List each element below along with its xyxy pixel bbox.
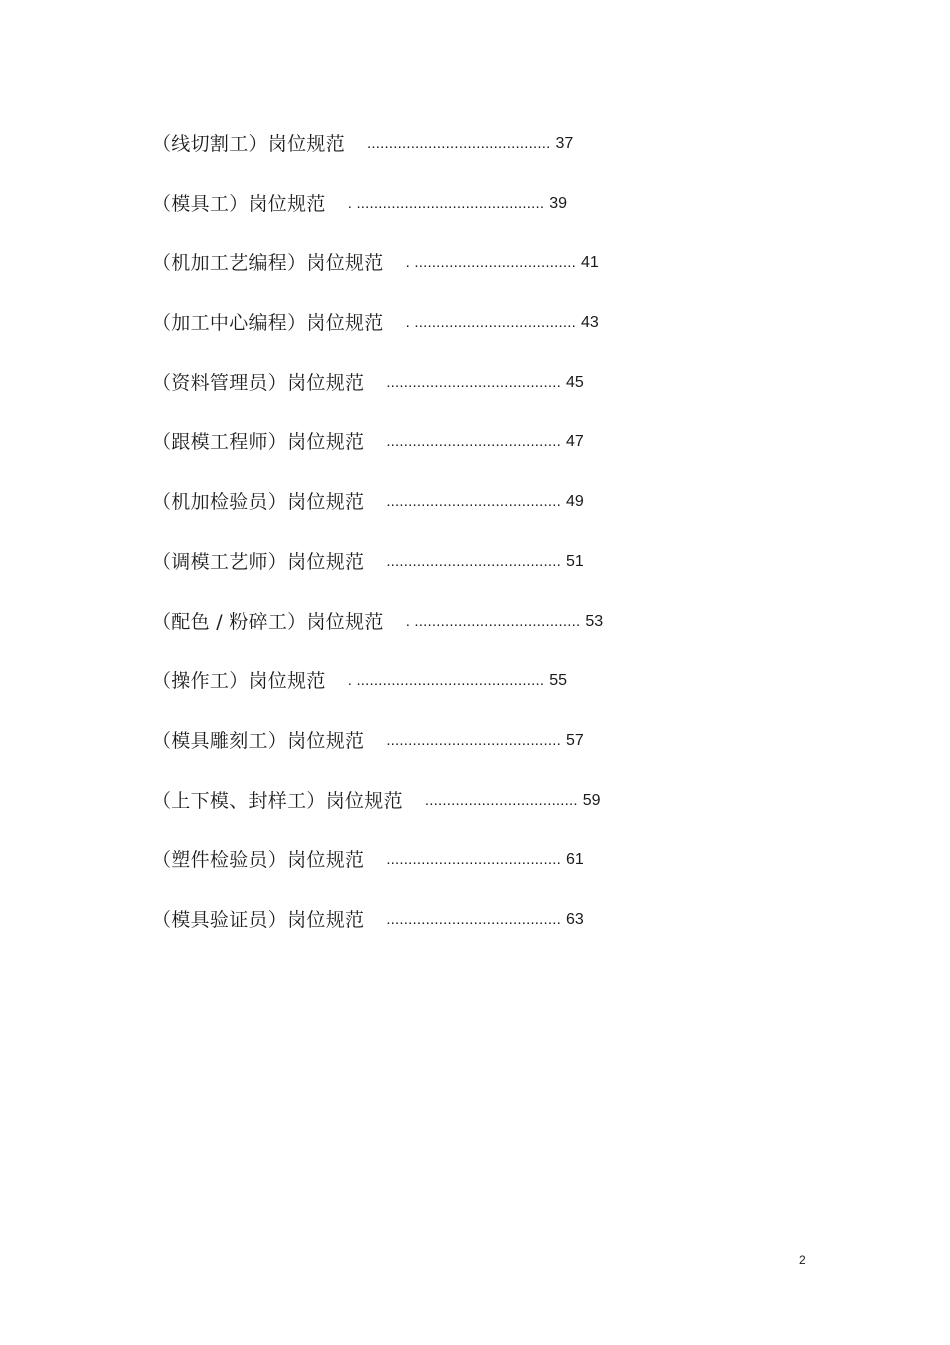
toc-entry-page: 61 — [566, 851, 584, 869]
toc-entry[interactable] — [152, 904, 672, 964]
toc-entry[interactable] — [152, 307, 672, 367]
toc-entry-page: 37 — [555, 135, 574, 152]
toc-entry-title: （机加检验员）岗位规范 — [152, 491, 365, 514]
toc-entry[interactable] — [152, 546, 672, 606]
toc-entry-leader: ........................................ — [386, 493, 562, 511]
toc-entry[interactable] — [152, 426, 672, 486]
toc-entry[interactable] — [152, 486, 672, 546]
toc-entry-leader: . ........................................... — [347, 672, 545, 690]
toc-entry[interactable] — [152, 128, 672, 188]
toc-entry-leader: . ........................................... — [347, 194, 545, 212]
toc-entry-title: （塑件检验员）岗位规范 — [152, 849, 365, 872]
toc-entry-page: 39 — [549, 194, 568, 212]
toc-entry-leader: ................................... — [424, 791, 578, 809]
toc-entry[interactable] — [152, 785, 672, 845]
toc-entry-page: 59 — [582, 791, 601, 809]
page-number: 2 — [799, 1253, 806, 1267]
toc-entry-leader: ........................................ — [386, 552, 562, 570]
toc-entry-title: （线切割工）岗位规范 — [152, 133, 346, 155]
table-of-contents — [152, 128, 672, 964]
toc-entry-title: （跟模工程师）岗位规范 — [152, 431, 365, 454]
toc-entry[interactable] — [152, 247, 672, 307]
toc-entry-leader: ........................................ — [386, 433, 562, 451]
toc-entry[interactable] — [152, 725, 672, 785]
toc-entry-leader: ........................................ — [386, 851, 562, 869]
toc-entry-leader: ........................................ — [386, 910, 562, 928]
toc-entry-title: （调模工艺师）岗位规范 — [152, 550, 365, 573]
toc-entry-page: 41 — [580, 254, 599, 272]
toc-entry-title: （资料管理员）岗位规范 — [152, 371, 365, 394]
toc-entry-page: 43 — [580, 314, 599, 332]
toc-entry-title: （上下模、封样工）岗位规范 — [152, 789, 403, 812]
toc-entry-leader: . ...................................... — [405, 612, 581, 630]
toc-entry[interactable] — [152, 844, 672, 904]
toc-entry-leader: ........................................ — [386, 731, 562, 749]
toc-entry[interactable] — [152, 188, 672, 248]
toc-entry-title: （操作工）岗位规范 — [152, 670, 326, 693]
toc-entry-title: （配色 / 粉碎工）岗位规范 — [152, 610, 384, 633]
toc-entry-leader: ........................................ — [386, 373, 562, 391]
toc-entry-title: （模具工）岗位规范 — [152, 192, 326, 215]
toc-entry-leader: .......................................... — [367, 135, 551, 152]
toc-entry-page: 45 — [566, 373, 584, 391]
toc-entry-page: 53 — [585, 612, 604, 630]
toc-entry[interactable] — [152, 665, 672, 725]
toc-entry-title: （模具验证员）岗位规范 — [152, 908, 365, 931]
toc-entry-page: 49 — [566, 493, 584, 511]
toc-entry-title: （模具雕刻工）岗位规范 — [152, 729, 365, 752]
toc-entry[interactable] — [152, 606, 672, 666]
toc-entry-page: 57 — [566, 731, 584, 749]
toc-entry-page: 63 — [566, 910, 584, 928]
toc-entry-page: 51 — [566, 552, 584, 570]
toc-entry-page: 47 — [566, 433, 584, 451]
toc-entry-title: （机加工艺编程）岗位规范 — [152, 252, 384, 275]
toc-entry-leader: . ..................................... — [405, 254, 576, 272]
toc-entry[interactable] — [152, 367, 672, 427]
toc-entry-title: （加工中心编程）岗位规范 — [152, 312, 384, 335]
toc-entry-leader: . ..................................... — [405, 314, 576, 332]
toc-entry-page: 55 — [549, 672, 568, 690]
